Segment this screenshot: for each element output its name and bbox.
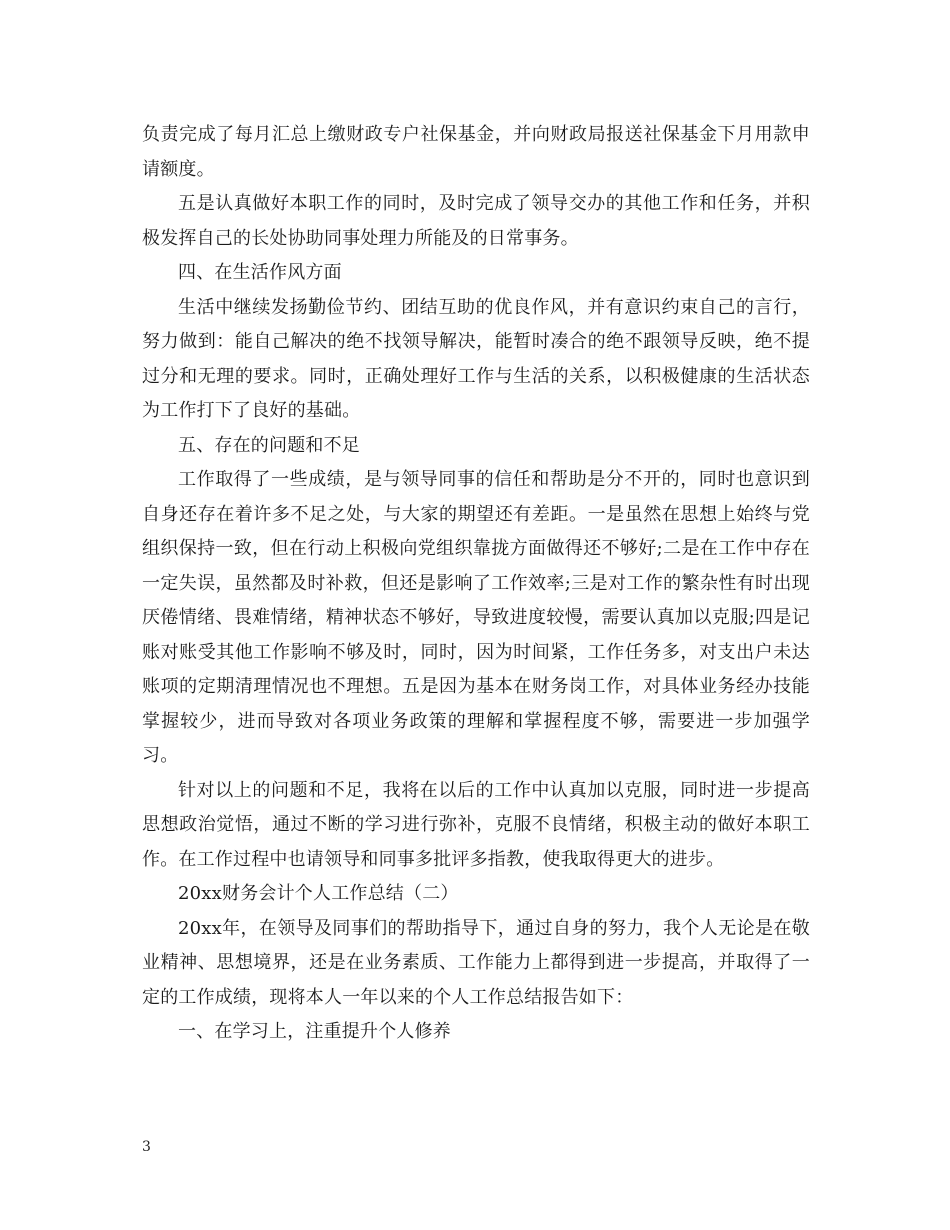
paragraph: 20xx年，在领导及同事们的帮助指导下，通过自身的努力，我个人无论是在敬业精神、思想境界，还是在业务素质、工作能力上都得到进一步提高，并取得了一定的工作成绩，现将本人一年以来的个人工作总结报告如下： <box>142 917 810 1008</box>
document-body <box>142 118 810 1050</box>
paragraph: 五是认真做好本职工作的同时，及时完成了领导交办的其他工作和任务，并积极发挥自己的长处协助同事处理力所能及的日常事务。 <box>142 193 810 249</box>
paragraph: 生活中继续发扬勤俭节约、团结互助的优良作风，并有意识约束自己的言行，努力做到：能自己解决的绝不找领导解决，能暂时凑合的绝不跟领导反映，绝不提过分和无理的要求。同时，正确处理好工作与生活的关系，以积极健康的生活状态为工作打下了良好的基础。 <box>142 296 810 421</box>
section-heading: 一、在学习上，注重提升个人修养 <box>178 1021 451 1042</box>
page-number: 3 <box>142 1139 151 1155</box>
section-heading: 五、存在的问题和不足 <box>178 434 360 456</box>
paragraph: 工作取得了一些成绩，是与领导同事的信任和帮助是分不开的，同时也意识到自身还存在着许多不足之处，与大家的期望还有差距。一是虽然在思想上始终与党组织保持一致，但在行动上积极向党组织靠拢方面做得还不够好;二是在工作中存在一定失误，虽然都及时补救，但还是影响了工作效率;三是对工作的繁杂性有时出现厌倦情绪、畏难情绪，精神状态不够好，导致进度较慢，需要认真加以克服;四是记账对账受其他工作影响不够及时，同时，因为时间紧，工作任务多，对支出户未达账项的定期清理情况也不理想。五是因为基本在财务岗工作，对具体业务经办技能掌握较少，进而导致对各项业务政策的理解和掌握程度不够，需要进一步加强学习。 <box>142 469 810 766</box>
section-heading: 四、在生活作风方面 <box>178 262 342 283</box>
paragraph: 针对以上的问题和不足，我将在以后的工作中认真加以克服，同时进一步提高思想政治觉悟，通过不断的学习进行弥补，克服不良情绪，积极主动的做好本职工作。在工作过程中也请领导和同事多批评多指教，使我取得更大的进步。 <box>142 779 810 870</box>
document-subtitle: 20xx财务会计个人工作总结（二） <box>178 883 459 904</box>
paragraph: 负责完成了每月汇总上缴财政专户社保基金，并向财政局报送社保基金下月用款申请额度。 <box>142 124 810 180</box>
